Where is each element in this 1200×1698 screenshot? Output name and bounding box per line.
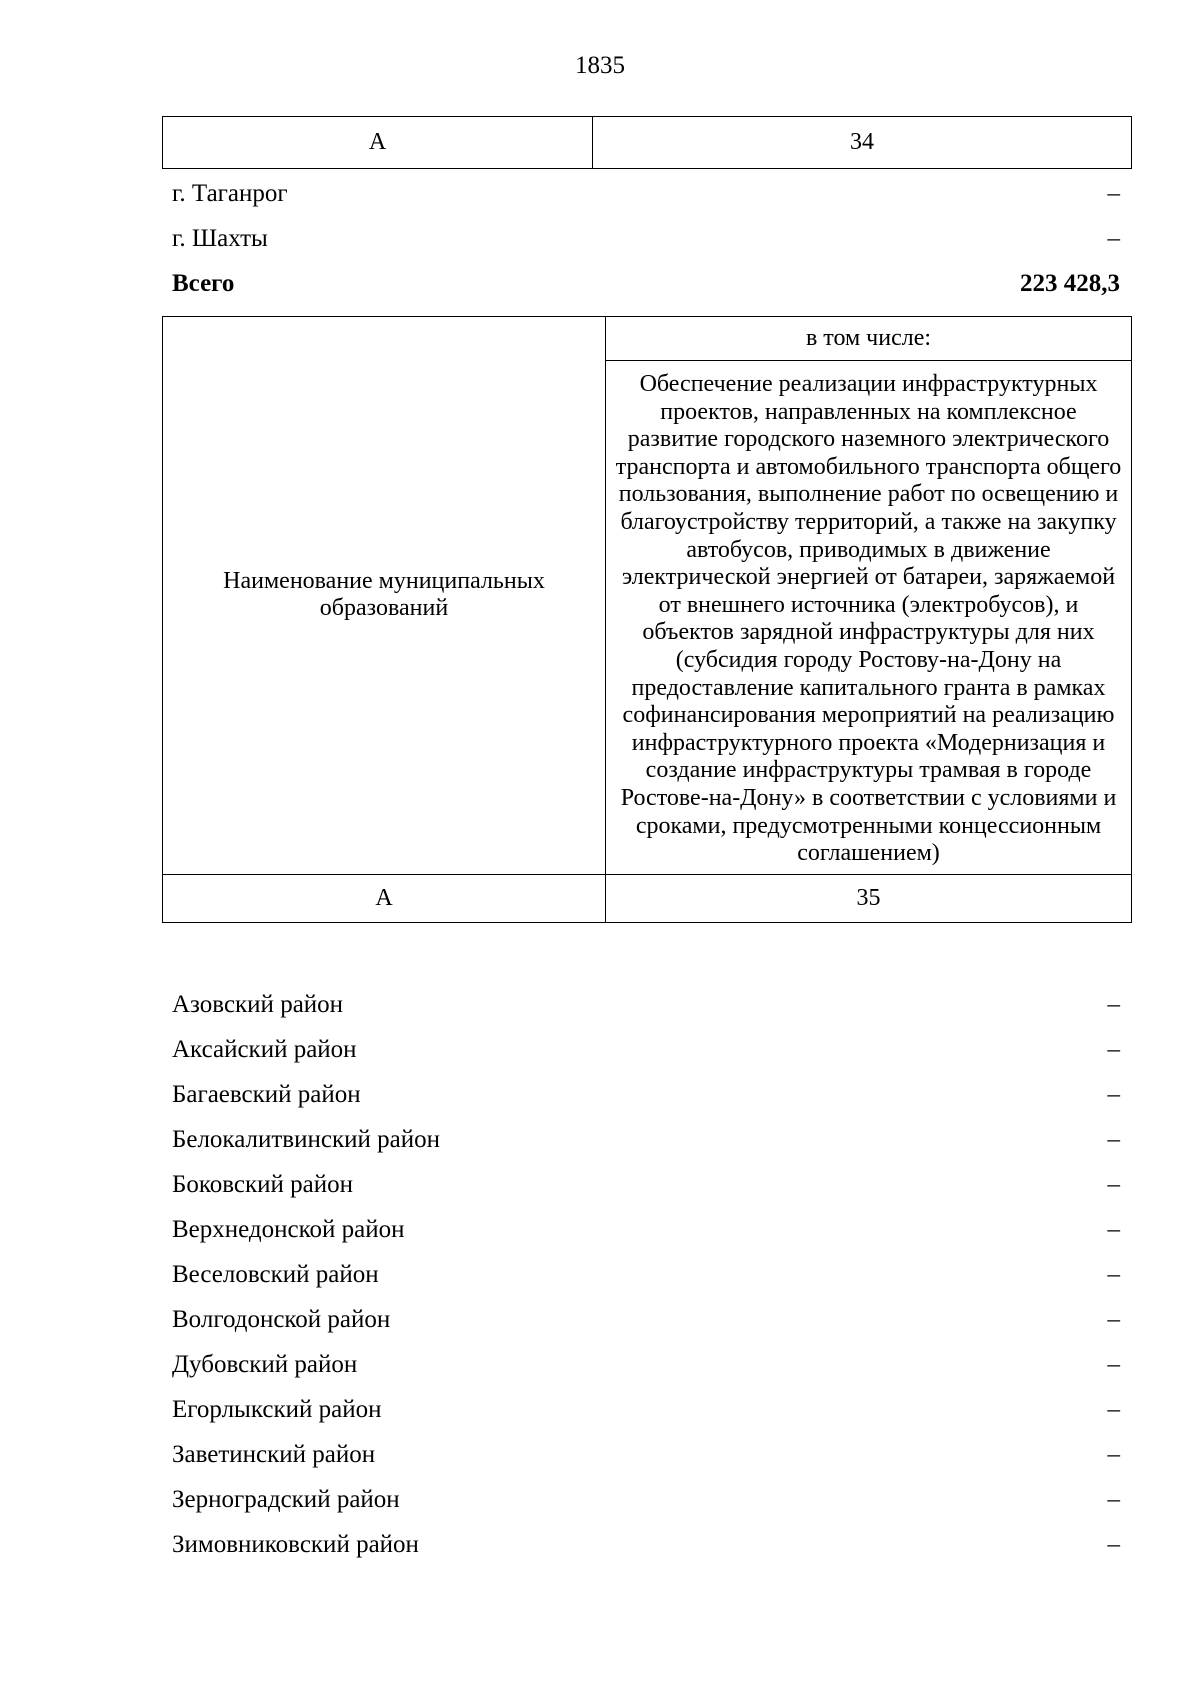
row-value: – (1107, 1305, 1120, 1333)
row-name: Белокалитвинский район (172, 1125, 440, 1153)
total-value: 223 428,3 (1020, 269, 1120, 297)
row-value: – (1107, 179, 1120, 207)
rows-top-list (172, 171, 1122, 306)
table-row (172, 982, 1122, 1027)
row-value: – (1107, 1080, 1120, 1108)
row-value: – (1107, 1215, 1120, 1243)
row-value: – (1107, 1125, 1120, 1153)
row-name: Егорлыкский район (172, 1395, 382, 1423)
row-name: Боковский район (172, 1170, 353, 1198)
table-row (172, 1072, 1122, 1117)
row-name: Заветинский район (172, 1440, 376, 1468)
municipality-name-header: Наименование муниципальных образований (163, 317, 606, 875)
table-row (172, 1432, 1122, 1477)
header-col-34: 34 (593, 117, 1132, 169)
header-col-a: А (163, 117, 593, 169)
table-row (172, 1522, 1122, 1567)
table-row (172, 1297, 1122, 1342)
row-name: Веселовский район (172, 1260, 379, 1288)
row-name: Азовский район (172, 990, 344, 1018)
municipality-list (172, 982, 1122, 1567)
table-row (172, 1027, 1122, 1072)
row-value: – (1107, 1485, 1120, 1513)
table-row (172, 1162, 1122, 1207)
total-label: Всего (172, 269, 235, 297)
row-value: – (1107, 1395, 1120, 1423)
header-row (163, 317, 1132, 361)
table-row (172, 1252, 1122, 1297)
table-row (172, 1342, 1122, 1387)
row-name: Дубовский район (172, 1350, 358, 1378)
row-value: – (1107, 1260, 1120, 1288)
table-header-main (162, 316, 1132, 923)
row-name: Багаевский район (172, 1080, 361, 1108)
row-value: – (1107, 1035, 1120, 1063)
page-number: 1835 (575, 52, 625, 79)
table-header-top (162, 116, 1132, 169)
table-row (172, 1207, 1122, 1252)
row-value: – (1107, 990, 1120, 1018)
header-row (163, 117, 1132, 169)
table-row (172, 1477, 1122, 1522)
table-row (172, 216, 1122, 261)
row-name: Волгодонской район (172, 1305, 391, 1333)
column-code-row (163, 874, 1132, 922)
row-value: – (1107, 1170, 1120, 1198)
row-name: Аксайский район (172, 1035, 357, 1063)
row-name: Зерноградский район (172, 1485, 400, 1513)
subsidy-description-header: Обеспечение реализации инфраструктурных проектов, направленных на комплексное развитие городского наземного электрического транспорта и автомобильного транспорта общего пользования, выполнение работ по освещению и благоустройству территорий, а также на закупку автобусов, приводимых в движение электрической энергией от батареи, заряжаемой от внешнего источника (электробусов), и объектов зарядной инфраструктуры для них (субсидия городу Ростову-на-Дону на предоставление капитального гранта в рамках софинансирования мероприятий на реализацию инфраструктурного проекта «Модернизация и создание инфраструктуры трамвая в городе Ростове-на-Дону» в соответствии с условиями и сроками, предусмотренными концессионным соглашением) (606, 361, 1132, 875)
row-value: – (1107, 1440, 1120, 1468)
row-value: – (1107, 224, 1120, 252)
code-col-35: 35 (606, 874, 1132, 922)
total-row (172, 261, 1122, 306)
table-row (172, 1117, 1122, 1162)
table-row (172, 1387, 1122, 1432)
row-name: Зимовниковский район (172, 1530, 419, 1558)
including-header: в том числе: (606, 317, 1132, 361)
code-col-a: А (163, 874, 606, 922)
row-value: – (1107, 1530, 1120, 1558)
row-value: – (1107, 1350, 1120, 1378)
row-name: г. Шахты (172, 224, 268, 252)
row-name: г. Таганрог (172, 179, 288, 207)
table-row (172, 171, 1122, 216)
row-name: Верхнедонской район (172, 1215, 405, 1243)
